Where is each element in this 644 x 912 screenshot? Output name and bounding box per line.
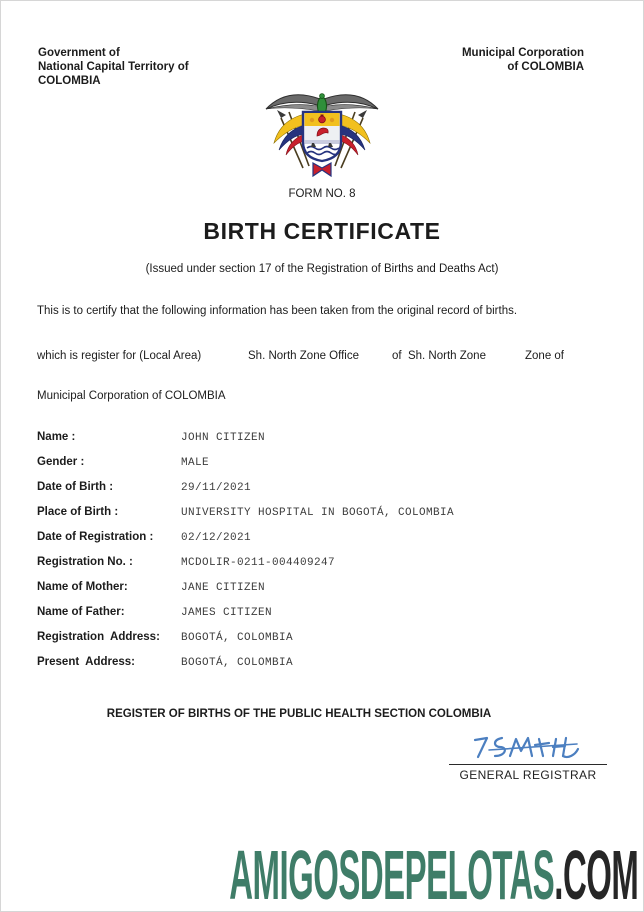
- field-value: BOGOTÁ, COLOMBIA: [181, 632, 294, 644]
- field-label: Name of Father:: [37, 606, 125, 618]
- field-label: Name :: [37, 431, 76, 443]
- field-label: Registration No. :: [37, 556, 133, 568]
- field-label: Gender :: [37, 456, 85, 468]
- colombia-coat-of-arms-icon: [259, 84, 385, 185]
- field-row-date-of-birth: [37, 481, 597, 506]
- field-value: MCDOLIR-0211-004409247: [181, 557, 336, 569]
- field-value: BOGOTÁ, COLOMBIA: [181, 657, 294, 669]
- field-row-name-of-father: [37, 606, 597, 631]
- government-line-2: National Capital Territory of: [38, 61, 189, 73]
- field-label: Registration Address:: [37, 631, 160, 643]
- field-value: JAMES CITIZEN: [181, 607, 273, 619]
- certify-statement: This is to certify that the following information has been taken from the original record of births.: [37, 305, 518, 317]
- field-row-place-of-birth: [37, 506, 597, 531]
- certificate-fields: [37, 431, 597, 681]
- field-label: Date of Birth :: [37, 481, 114, 493]
- field-row-name: [37, 431, 597, 456]
- government-line-3: COLOMBIA: [38, 75, 101, 87]
- field-label: Date of Registration :: [37, 531, 154, 543]
- government-line-1: Government of: [38, 47, 120, 59]
- field-row-name-of-mother: [37, 581, 597, 606]
- watermark-tld: .COM: [553, 836, 638, 912]
- municipal-corporation-block: [462, 46, 584, 74]
- field-row-gender: [37, 456, 597, 481]
- field-label: Name of Mother:: [37, 581, 128, 593]
- watermark-name: AMIGOSDEPELOTAS: [228, 836, 554, 912]
- field-label: Place of Birth :: [37, 506, 119, 518]
- register-line-prefix: which is register for (Local Area): [37, 350, 202, 362]
- register-zone-value: of Sh. North Zone: [392, 350, 486, 362]
- register-office-value: Sh. North Zone Office: [248, 350, 360, 362]
- certificate-title: BIRTH CERTIFICATE: [203, 218, 441, 244]
- field-row-registration-address: [37, 631, 597, 656]
- municipal-line-1: Municipal Corporation: [461, 47, 584, 59]
- field-value: UNIVERSITY HOSPITAL IN BOGOTÁ, COLOMBIA: [181, 507, 455, 519]
- field-row-date-of-registration: [37, 531, 597, 556]
- register-area-line: [1, 350, 643, 366]
- register-of-births-heading: REGISTER OF BIRTHS OF THE PUBLIC HEALTH SECTION COLOMBIA: [106, 708, 492, 720]
- field-value: JANE CITIZEN: [181, 582, 266, 594]
- field-row-present-address: [37, 656, 597, 681]
- certificate-subtitle: (Issued under section 17 of the Registration of Births and Deaths Act): [145, 263, 499, 275]
- field-value: 02/12/2021: [181, 532, 252, 544]
- form-number: FORM NO. 8: [288, 188, 356, 200]
- field-value: JOHN CITIZEN: [181, 432, 266, 444]
- signature-line: [449, 764, 607, 765]
- issuing-government-block: [38, 46, 189, 88]
- register-line-suffix: Zone of: [525, 350, 564, 362]
- registrar-title: GENERAL REGISTRAR: [459, 768, 597, 782]
- municipal-line-2: of COLOMBIA: [507, 61, 584, 73]
- handwritten-signature: [465, 731, 591, 763]
- field-value: 29/11/2021: [181, 482, 252, 494]
- field-value: MALE: [181, 457, 210, 469]
- municipal-corporation-line: Municipal Corporation of COLOMBIA: [37, 390, 226, 402]
- field-label: Present Address:: [37, 656, 135, 668]
- field-row-registration-no: [37, 556, 597, 581]
- site-watermark: [228, 836, 638, 912]
- registrar-signature-block: [449, 731, 607, 782]
